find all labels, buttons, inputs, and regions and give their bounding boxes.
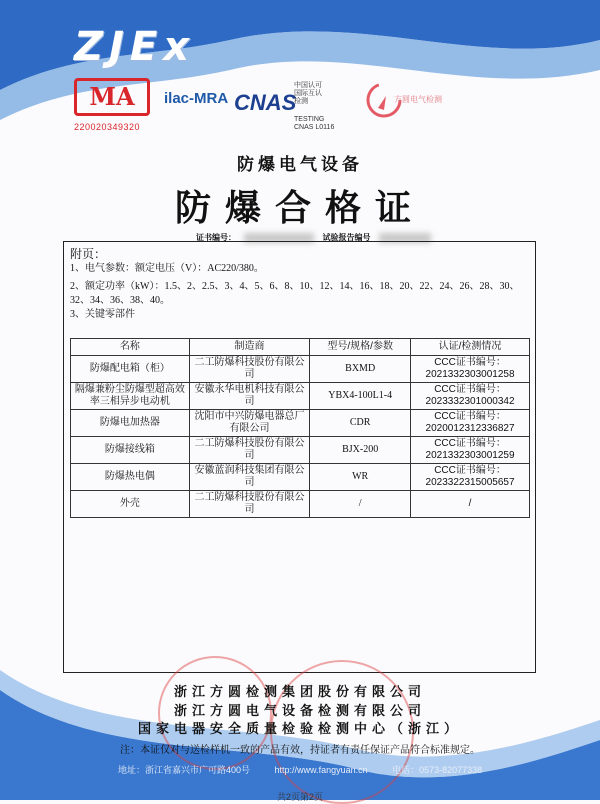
table-row [71,437,530,464]
cell-model: WR [310,464,411,491]
cell-certification: CCC证书编号：2023332301000342 [411,383,530,410]
contact-footer [118,763,504,776]
website-text: http://www.fangyuan.cn [274,765,368,775]
brand-logo: ZJEx [74,24,196,70]
annex-heading: 附页： [70,247,107,261]
cell-name: 防爆电加热器 [71,410,190,437]
cell-name: 外壳 [71,491,190,518]
address-text: 地址：浙江省嘉兴市广可路400号 [118,765,251,775]
phone-text: 电话：0573-82077338 [392,765,483,775]
cnas-testing: TESTING CNAS L0116 [294,116,335,131]
report-no-label: 试验报告编号 [322,233,371,242]
issuer-line-2: 浙江方圆电气设备检测有限公司 [173,704,426,719]
cnas-cn: 中国认可 国际互认 检测 [294,82,322,105]
cell-model: BXMD [310,356,411,383]
cell-certification: / [411,491,530,518]
key-components-heading: 3、关键零部件 [70,309,135,320]
rated-power: 2、额定功率（kW）：1.5、2、2.5、3、4、5、6、8、10、12、14、16、18、20、22、24、26、28、30、32、34、36、38、40。 [70,281,520,306]
issuer-line-3: 国家电器安全质量检验检测中心（浙江） [137,722,462,737]
table-row [71,356,530,383]
table-row [71,491,530,518]
cell-manufacturer: 沈阳市中兴防爆电器总厂有限公司 [189,410,310,437]
cell-name: 防爆接线箱 [71,437,190,464]
doc-subtitle: 防爆电气设备 [237,155,363,175]
cnas-word: CNAS [234,90,297,115]
cma-logo [74,78,160,132]
cell-model: / [310,491,411,518]
table-row [71,383,530,410]
accreditation-logos [74,78,534,138]
col-model: 型号/规格/参数 [310,339,411,356]
table-header-row [71,339,530,356]
cell-model: BJX-200 [310,437,411,464]
validity-note: 注：本证仅对与送检样机一致的产品有效，持证者有责任保证产品符合标准规定。 [120,745,480,756]
cell-certification: CCC证书编号：2023322315005657 [411,464,530,491]
cell-certification: CCC证书编号：2020012312336827 [411,410,530,437]
cma-number: 220020349320 [74,122,141,132]
col-certification: 认证/检测情况 [411,339,530,356]
col-manufacturer: 制造商 [189,339,310,356]
cell-manufacturer: 二工防爆科技股份有限公司 [189,491,310,518]
cnas-logo [234,78,384,138]
ilac-logo: ilac-MRA [164,90,229,107]
cell-name: 防爆热电偶 [71,464,190,491]
cma-mark: MA [74,78,150,116]
cell-model: CDR [310,410,411,437]
page-number: 共2页第2页 [276,792,323,802]
cell-manufacturer: 安徽永华电机科技有限公司 [189,383,310,410]
table-row [71,410,530,437]
key-components-table [70,338,530,518]
cell-model: YBX4-100L1-4 [310,383,411,410]
cell-manufacturer: 二工防爆科技股份有限公司 [189,437,310,464]
fangyuan-text: 方圆电气检测 [394,95,442,104]
col-name: 名称 [71,339,190,356]
cell-certification: CCC证书编号：2021332303001259 [411,437,530,464]
cell-name: 防爆配电箱（柜） [71,356,190,383]
table-row [71,464,530,491]
cert-no-label: 证书编号： [196,233,236,242]
electrical-parameters: 1、电气参数：额定电压（V）：AC220/380。 [70,263,264,274]
cell-name: 隔爆兼粉尘防爆型超高效率三相异步电动机 [71,383,190,410]
cell-certification: CCC证书编号：2021332303001258 [411,356,530,383]
issuer-line-1: 浙江方圆检测集团股份有限公司 [173,685,426,700]
fangyuan-logo [364,80,464,130]
doc-title: 防爆合格证 [174,188,425,229]
cell-manufacturer: 二工防爆科技股份有限公司 [189,356,310,383]
cell-manufacturer: 安徽蓝润科技集团有限公司 [189,464,310,491]
